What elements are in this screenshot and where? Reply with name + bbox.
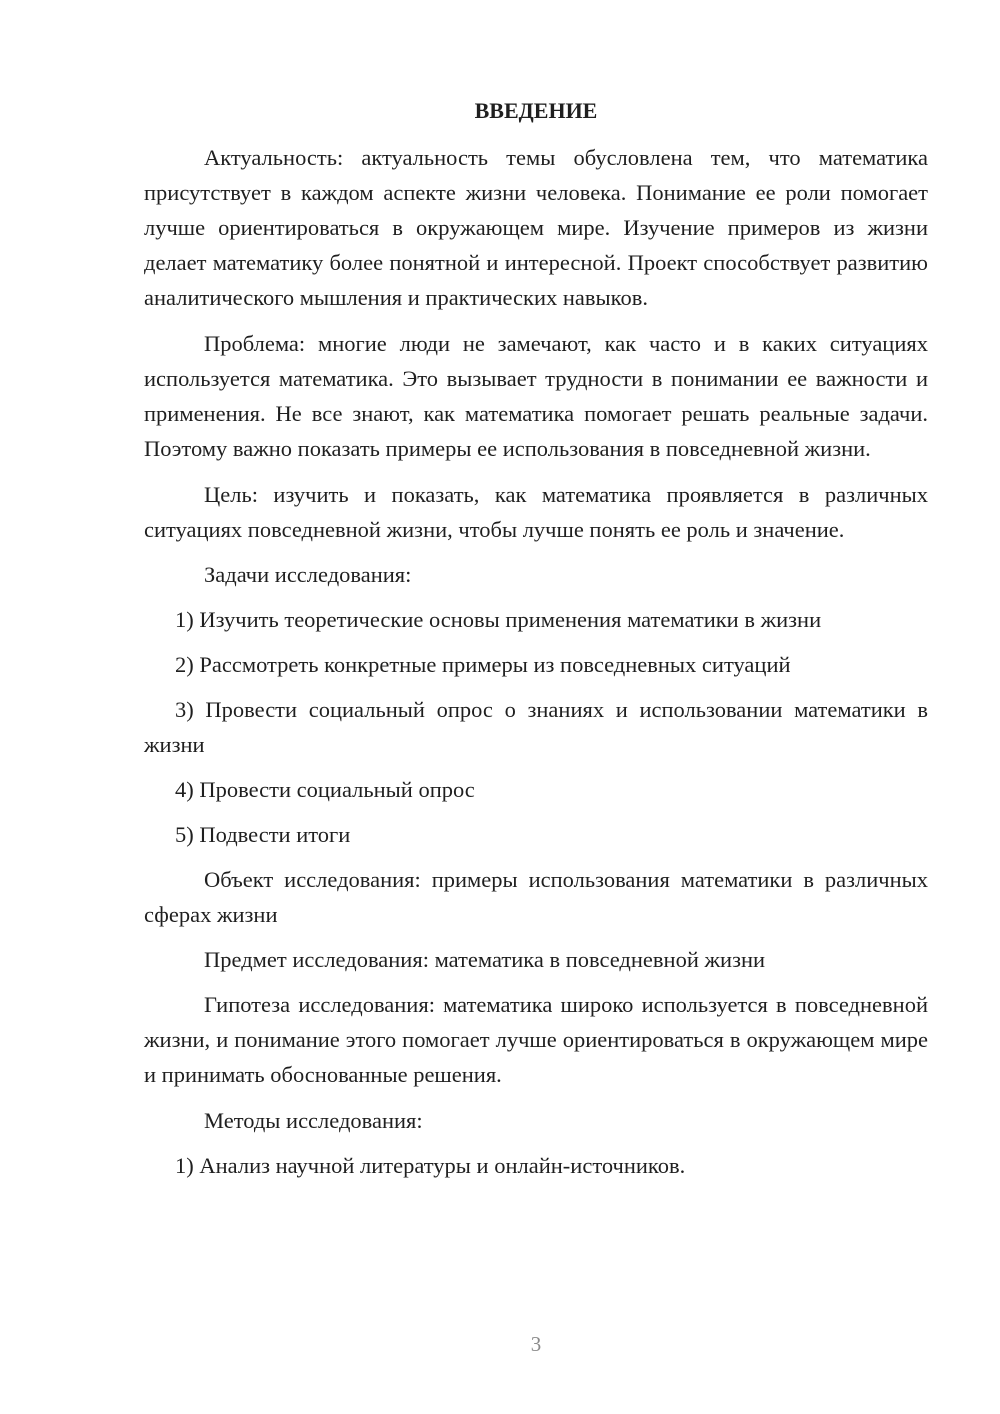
problem-paragraph: Проблема: многие люди не замечают, как часто и в каких ситуациях используется математика. Это вызывает трудности в понимании ее важности и применения. Не все знают, как математика помогает решать реальные задачи. Поэтому важно показать примеры ее использования в повседневной жизни. [144, 331, 928, 461]
subject-paragraph: Предмет исследования: математика в повседневной жизни [204, 947, 766, 972]
tasks-title: Задачи исследования: [204, 562, 412, 587]
goal-paragraph: Цель: изучить и показать, как математика проявляется в различных ситуациях повседневной жизни, чтобы лучше понять ее роль и значение. [144, 482, 928, 542]
task-item: 5) Подвести итоги [175, 822, 351, 847]
task-item: 3) Провести социальный опрос о знаниях и использовании математики в жизни [144, 697, 928, 757]
object-paragraph: Объект исследования: примеры использования математики в различных сферах жизни [144, 867, 928, 927]
page-number: 3 [530, 1332, 542, 1356]
method-item: 1) Анализ научной литературы и онлайн-источников. [175, 1153, 686, 1178]
hypothesis-paragraph: Гипотеза исследования: математика широко используется в повседневной жизни, и понимание этого помогает лучше ориентироваться в окружающем мире и принимать обоснованные решения. [144, 992, 928, 1087]
methods-title: Методы исследования: [204, 1108, 423, 1133]
task-item: 4) Провести социальный опрос [175, 777, 475, 802]
page-content [144, 94, 928, 1183]
task-item: 2) Рассмотреть конкретные примеры из повседневных ситуаций [175, 652, 791, 677]
section-heading: ВВЕДЕНИЕ [474, 98, 598, 123]
task-item: 1) Изучить теоретические основы применения математики в жизни [175, 607, 822, 632]
relevance-paragraph: Актуальность: актуальность темы обусловлена тем, что математика присутствует в каждом аспекте жизни человека. Понимание ее роли помогает лучше ориентироваться в окружающем мире. Изучение примеров из жизни делает математику более понятной и интересной. Проект способствует развитию аналитического мышления и практических навыков. [144, 145, 928, 310]
